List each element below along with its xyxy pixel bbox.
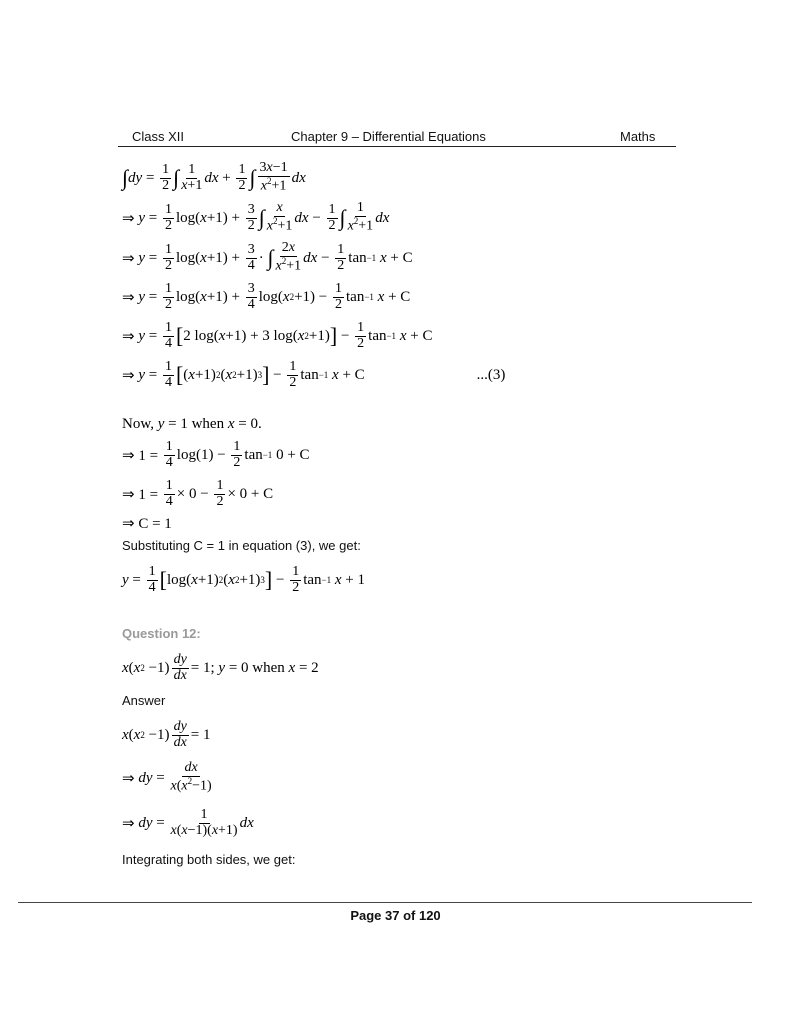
answer-line-3: ⇒ dy = 1 x(x−1)(x+1) dx [122,806,254,838]
condition-line: Now, y = 1 when x = 0. [122,415,262,432]
equation-line-9: ⇒ C = 1 [122,515,172,532]
page-number: Page 37 of 120 [350,908,441,923]
equation-line-1: ∫ dy = 1 2 ∫ 1 x+1 dx + 1 2 ∫ 3x−1 $x^2+1$ dx [122,160,306,194]
equation-line-10: y = 1 4 [ log( x +1) 2 ( x 2 +1) 3 ] − 1 2 tan −1 x + 1 [122,563,366,595]
equation-line-3: ⇒ y = 1 2 log( x +1) + 3 4 · ∫ 2x $x^2+1$ dx − 1 2 tan −1 x + C [122,240,413,274]
question-label: Question 12: [122,626,201,641]
equation-line-2: ⇒ y = 1 2 log( x +1) + 3 2 ∫ x $x^2+1$ dx − 1 2 ∫ 1 $x^2+1$ dx [122,200,390,234]
header-center: Chapter 9 – Differential Equations [291,129,486,144]
answer-label: Answer [122,693,166,708]
equation-line-8: ⇒ 1 = 1 4 × 0 − 1 2 × 0 + C [122,477,274,509]
footer-rule [18,902,752,903]
answer-line-2: ⇒ dy = dx $x(x^2-1)$ [122,760,212,794]
question-equation: x ( x 2 −1) dy dx = 1; y = 0 when x = 2 [122,651,319,683]
equation-line-4: ⇒ y = 1 2 log( x +1) + 3 4 log( x 2 +1) − 1 2 tan −1 x + C [122,280,411,312]
header-left: Class XII [132,129,185,144]
header-rule [118,146,676,147]
integrating-text: Integrating both sides, we get: [122,852,296,867]
substitution-text: Substituting C = 1 in equation (3), we get: [122,538,361,553]
equation-line-6: ⇒ y = 1 4 [ ( x +1) 2 ( x 2 +1) 3 ] − 1 2 tan −1 x + C ...(3) [122,358,506,390]
header-right: Maths [620,129,656,144]
equation-line-5: ⇒ y = 1 4 [ 2 log( x +1) + 3 log( x 2 +1) ] − 1 2 tan −1 x + C [122,319,433,351]
equation-line-7: ⇒ 1 = 1 4 log(1) − 1 2 tan −1 0 + C [122,438,310,470]
answer-line-1: x ( x 2 −1) dy dx = 1 [122,718,211,750]
equation-reference: ...(3) [476,366,506,383]
